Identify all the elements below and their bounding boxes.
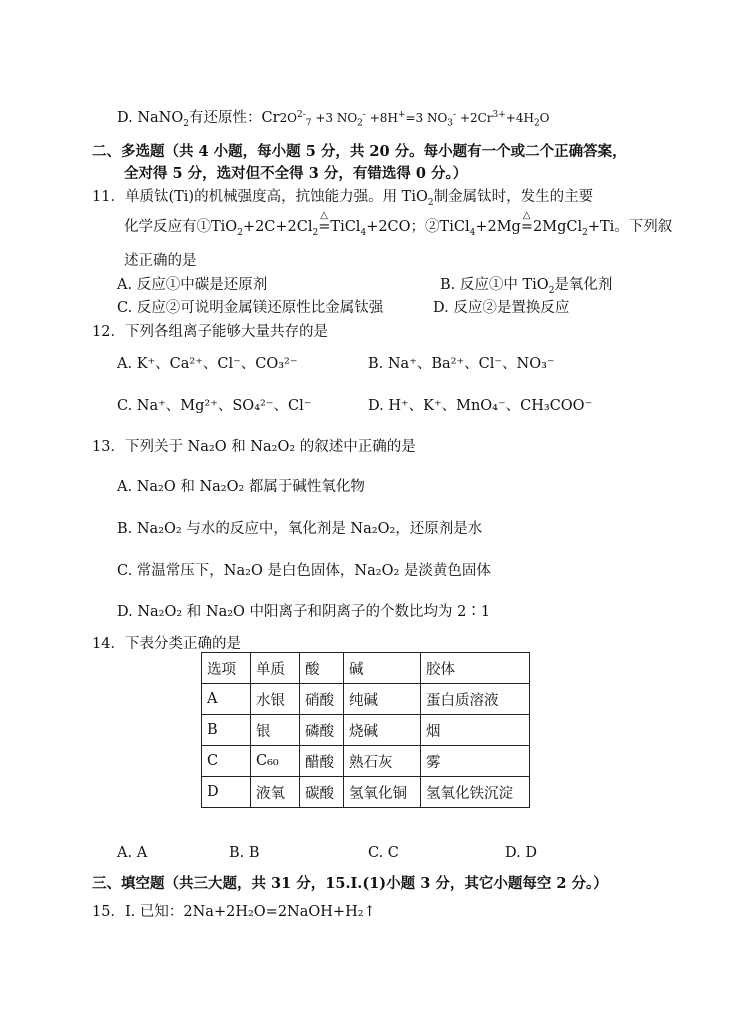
- q14-option-c: C. C: [368, 845, 399, 861]
- table-header-cell: 酸: [300, 653, 344, 684]
- table-row: [202, 746, 530, 777]
- table-cell: 烧碱: [344, 715, 421, 746]
- table-cell: A: [202, 684, 251, 715]
- q12-option-b: B. Na⁺、Ba²⁺、Cl⁻、NO₃⁻: [368, 356, 555, 372]
- table-header-row: [202, 653, 530, 684]
- q14-option-b: B. B: [229, 845, 260, 861]
- table-cell: 氢氧化铁沉淀: [421, 777, 530, 808]
- q11-option-a: A. 反应①中碳是还原剂: [117, 277, 268, 293]
- classification-table: [201, 652, 530, 808]
- q11-option-d: D. 反应②是置换反应: [433, 300, 570, 316]
- table-cell: 磷酸: [300, 715, 344, 746]
- table-cell: 熟石灰: [344, 746, 421, 777]
- q13-option-b: B. Na₂O₂ 与水的反应中，氧化剂是 Na₂O₂，还原剂是水: [117, 521, 483, 537]
- table-cell: 硝酸: [300, 684, 344, 715]
- q12-option-c: C. Na⁺、Mg²⁺、SO₄²⁻、Cl⁻: [117, 398, 312, 414]
- table-cell: D: [202, 777, 251, 808]
- table-header-cell: 碱: [344, 653, 421, 684]
- table-cell: 醋酸: [300, 746, 344, 777]
- table-cell: 氢氧化铜: [344, 777, 421, 808]
- q11-stem-3: 述正确的是: [124, 253, 197, 269]
- table-cell: C₆₀: [251, 746, 300, 777]
- q14-option-a: A. A: [117, 845, 148, 861]
- table-cell: B: [202, 715, 251, 746]
- table-cell: 水银: [251, 684, 300, 715]
- table-cell: 烟: [421, 715, 530, 746]
- table-row: [202, 777, 530, 808]
- table-row: [202, 684, 530, 715]
- q14-stem: 14．下表分类正确的是: [92, 636, 241, 652]
- table-cell: 蛋白质溶液: [421, 684, 530, 715]
- table-cell: C: [202, 746, 251, 777]
- section2-title: 二、多选题（共 4 小题，每小题 5 分，共 20 分。每小题有一个或二个正确答案，: [92, 143, 627, 160]
- q13-option-a: A. Na₂O 和 Na₂O₂ 都属于碱性氧化物: [117, 479, 365, 495]
- q11-stem-2: 化学反应有$①TiO_2+2C+2Cl_2$ △ =TiCl$_4$+2CO；②TiCl$_4$+2Mg △ =2MgCl$_2$+Ti。下列叙: [124, 210, 673, 238]
- q14-option-d: D. D: [505, 845, 537, 861]
- table-cell: 雾: [421, 746, 530, 777]
- table-header-cell: 胶体: [421, 653, 530, 684]
- table-cell: 银: [251, 715, 300, 746]
- q13-stem: 13．下列关于 Na₂O 和 Na₂O₂ 的叙述中正确的是: [92, 439, 416, 455]
- table-cell: 液氧: [251, 777, 300, 808]
- table-header-cell: 单质: [251, 653, 300, 684]
- q13-option-d: D. Na₂O₂ 和 Na₂O 中阳离子和阴离子的个数比均为 2∶1: [117, 604, 491, 620]
- table-header-cell: 选项: [202, 653, 251, 684]
- q15-text: 15．Ⅰ. 已知：2Na+2H₂O=2NaOH+H₂↑: [92, 904, 376, 920]
- q10-option-d: D. NaNO$_2$有还原性：$Cr2O^{2-}_7 +3$ $NO_2^- +8H^+=3$ $NO_3^- +2Cr^{3+}+4H_2O$: [117, 110, 550, 129]
- q12-option-d: D. H⁺、K⁺、MnO₄⁻、CH₃COO⁻: [368, 398, 593, 414]
- q12-option-a: A. K⁺、Ca²⁺、Cl⁻、CO₃²⁻: [117, 356, 298, 372]
- section3-title: 三、填空题（共三大题，共 31 分，15.Ⅰ.(1)小题 3 分，其它小题每空 2 分。）: [92, 875, 608, 892]
- q11-stem-1: 11．单质钛(Ti)的机械强度高，抗蚀能力强。用 TiO$_2$制金属钛时，发生的主要: [92, 189, 594, 208]
- table-cell: 碳酸: [300, 777, 344, 808]
- q11-option-b: B. 反应①中 TiO$_2$是氧化剂: [440, 277, 613, 296]
- table-cell: 纯碱: [344, 684, 421, 715]
- table-row: [202, 715, 530, 746]
- delta-symbol: △: [320, 210, 328, 221]
- section2-title-cont: 全对得 5 分，选对但不全得 3 分，有错选得 0 分。）: [124, 165, 468, 182]
- q11-option-c: C. 反应②可说明金属镁还原性比金属钛强: [117, 300, 384, 316]
- delta-symbol: △: [522, 210, 531, 221]
- q13-option-c: C. 常温常压下，Na₂O 是白色固体，Na₂O₂ 是淡黄色固体: [117, 563, 491, 579]
- q12-stem: 12．下列各组离子能够大量共存的是: [92, 324, 328, 340]
